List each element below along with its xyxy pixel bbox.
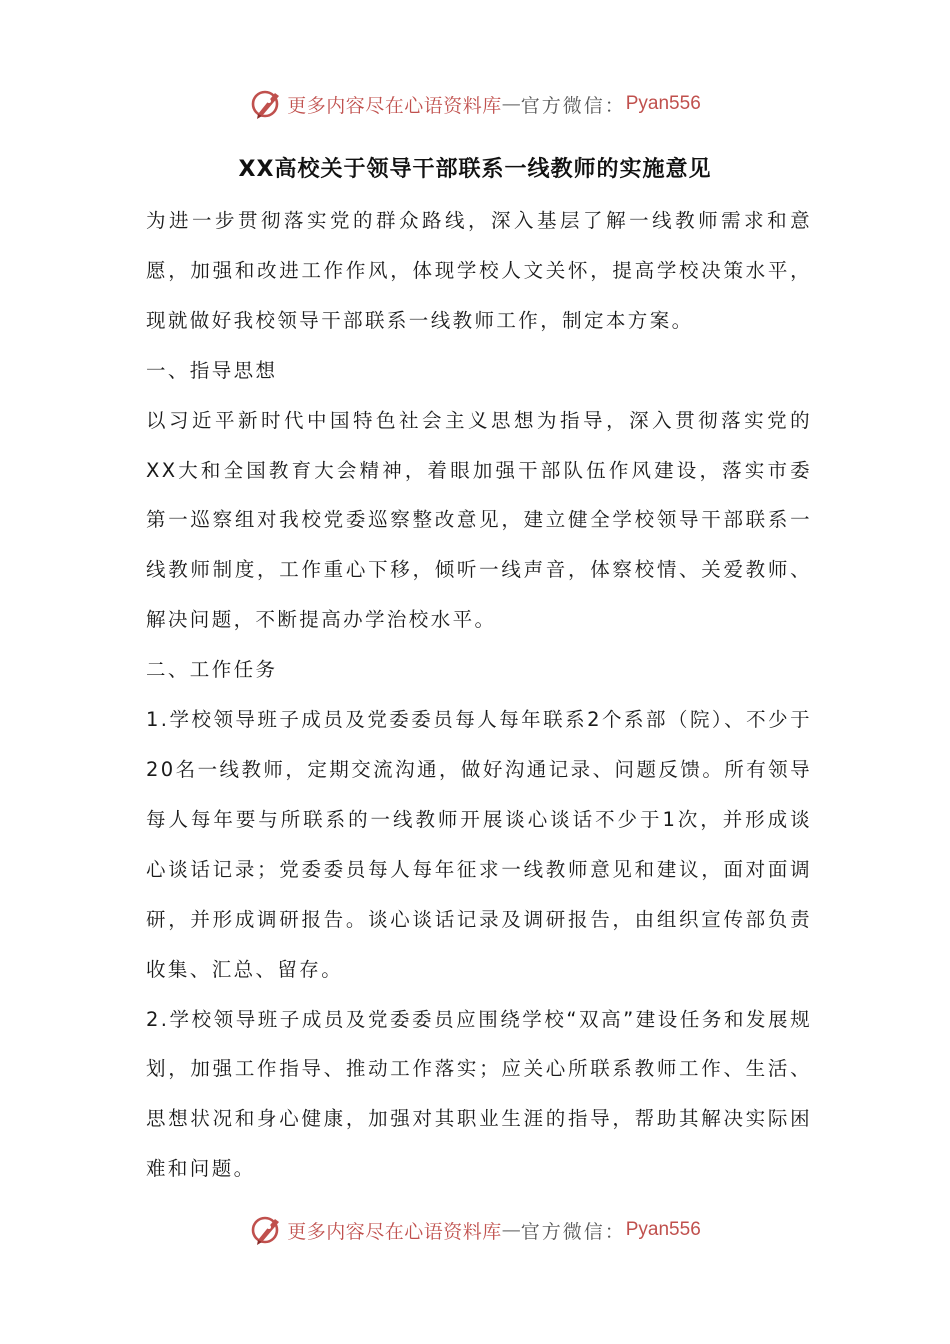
watermark-wechat-label: 官方微信： [520, 1220, 626, 1243]
pen-circle-logo-icon [249, 87, 283, 121]
watermark-header [0, 82, 950, 126]
watermark-wechat-id: Pyan556 [625, 1219, 701, 1240]
intro-paragraph: 为进一步贯彻落实党的群众路线，深入基层了解一线教师需求和意愿，加强和改进工作作风，体现学校人文关怀，提高学校决策水平，现就做好我校领导干部联系一线教师工作，制定本方案。 [146, 209, 812, 332]
section-heading-guiding-thought: 一、指导思想 [146, 358, 278, 382]
watermark-footer [0, 1208, 950, 1252]
document-body [146, 196, 812, 1194]
watermark-wechat-id: Pyan556 [625, 93, 701, 114]
watermark-separator: — [501, 1219, 521, 1241]
task-item-2: 2.学校领导班子成员及党委委员应围绕学校“双高”建设任务和发展规划，加强工作指导、推动工作落实；应关心所联系教师工作、生活、思想状况和身心健康，加强对其职业生涯的指导，帮助其解决实际困难和问题。 [146, 1007, 812, 1181]
guiding-thought-paragraph: 以习近平新时代中国特色社会主义思想为指导，深入贯彻落实党的XX大和全国教育大会精神，着眼加强干部队伍作风建设，落实市委第一巡察组对我校党委巡察整改意见，建立健全学校领导干部联系一线教师制度，工作重心下移，倾听一线声音，体察校情、关爱教师、解决问题，不断提高办学治校水平。 [146, 408, 812, 632]
watermark-wechat-label: 官方微信： [520, 94, 626, 117]
watermark-text: 更多内容尽在心语资料库 [287, 1220, 502, 1243]
pen-circle-logo-icon [249, 1213, 283, 1247]
watermark-text: 更多内容尽在心语资料库 [287, 94, 502, 117]
document-title: XX高校关于领导干部联系一线教师的实施意见 [238, 157, 712, 182]
watermark-separator: — [501, 93, 521, 115]
task-item-1: 1.学校领导班子成员及党委委员每人每年联系2个系部（院）、不少于20名一线教师，定期交流沟通，做好沟通记录、问题反馈。所有领导每人每年要与所联系的一线教师开展谈心谈话不少于1次，并形成谈心谈话记录；党委委员每人每年征求一线教师意见和建议，面对面调研，并形成调研报告。谈心谈话记录及调研报告，由组织宣传部负责收集、汇总、留存。 [146, 708, 812, 981]
section-heading-work-tasks: 二、工作任务 [146, 658, 278, 682]
